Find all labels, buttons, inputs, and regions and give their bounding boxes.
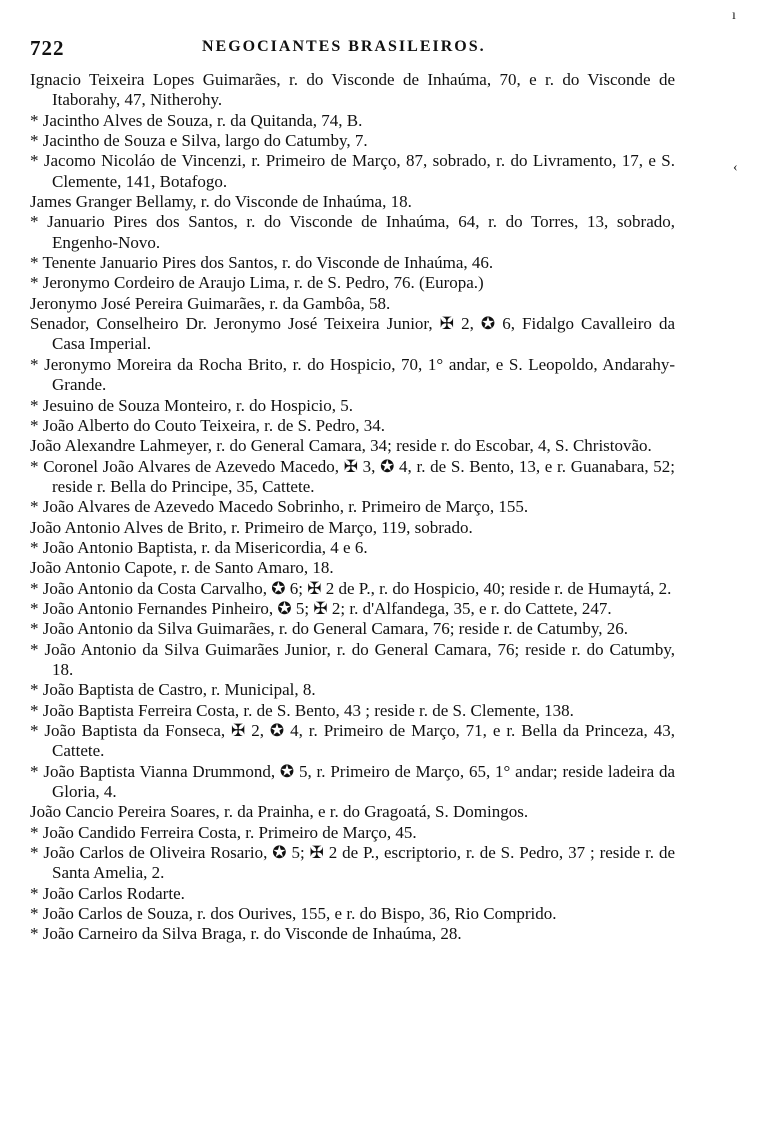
merchant-entry: Jeronymo José Pereira Guimarães, r. da Gambôa, 58. <box>30 293 391 313</box>
merchant-entry: * Coronel João Alvares de Azevedo Macedo, ✠ 3, ✪ 4, r. de S. Bento, 13, e r. Guanabara, 52; reside r. Bella do Principe, 35, Cattete. <box>30 456 675 496</box>
merchant-entry: João Alexandre Lahmeyer, r. do General Camara, 34; reside r. do Escobar, 4, S. Christovão. <box>30 436 652 456</box>
merchant-entry: * João Baptista da Fonseca, ✠ 2, ✪ 4, r. Primeiro de Março, 71, e r. Bella da Princeza, 43, Cattete. <box>30 721 675 761</box>
merchant-entry: * João Carlos Rodarte. <box>30 883 185 903</box>
merchant-entry: * Jeronymo Cordeiro de Araujo Lima, r. de S. Pedro, 76. (Europa.) <box>30 273 484 293</box>
merchant-entry: * Jacintho Alves de Souza, r. da Quitanda, 74, B. <box>30 110 363 130</box>
merchant-entry: João Cancio Pereira Soares, r. da Prainha, e r. do Gragoatá, S. Domingos. <box>30 802 529 822</box>
merchant-entry: * Tenente Januario Pires dos Santos, r. do Visconde de Inhaúma, 46. <box>30 253 494 273</box>
merchant-entry: * Jesuino de Souza Monteiro, r. do Hospicio, 5. <box>30 395 353 415</box>
merchant-entry: * João Carlos de Souza, r. dos Ourives, 155, e r. do Bispo, 36, Rio Comprido. <box>30 904 557 924</box>
page-number: 722 <box>30 36 65 60</box>
merchant-entry: * João Baptista Ferreira Costa, r. de S. Bento, 43 ; reside r. de S. Clemente, 138. <box>30 700 574 720</box>
merchant-entry: * João Candido Ferreira Costa, r. Primeiro de Março, 45. <box>30 822 417 842</box>
merchant-entry: * João Carlos de Oliveira Rosario, ✪ 5; ✠ 2 de P., escriptorio, r. de S. Pedro, 37 ; reside r. de Santa Amelia, 2. <box>30 843 675 883</box>
page-header <box>30 36 675 70</box>
merchant-entry: * João Antonio Fernandes Pinheiro, ✪ 5; ✠ 2; r. d'Alfandega, 35, e r. do Cattete, 247. <box>30 598 612 618</box>
merchant-entry: * João Alvares de Azevedo Macedo Sobrinho, r. Primeiro de Março, 155. <box>30 497 529 517</box>
directory-page <box>30 36 675 945</box>
merchant-entry: * João Antonio da Costa Carvalho, ✪ 6; ✠ 2 de P., r. do Hospicio, 40; reside r. de Humaytá, 2. <box>30 578 672 598</box>
merchant-entry: João Antonio Capote, r. de Santo Amaro, 18. <box>30 558 334 578</box>
merchant-entry: * Januario Pires dos Santos, r. do Visconde de Inhaúma, 64, r. do Torres, 13, sobrado, Engenho-Novo. <box>30 212 675 252</box>
print-speck: ‹ <box>733 160 738 175</box>
print-speck: ı <box>732 8 736 23</box>
merchant-entry: * Jacintho de Souza e Silva, largo do Catumby, 7. <box>30 131 368 151</box>
merchant-entry: * João Antonio Baptista, r. da Misericordia, 4 e 6. <box>30 537 368 557</box>
merchant-entry: * João Antonio da Silva Guimarães, r. do General Camara, 76; reside r. de Catumby, 26. <box>30 619 629 639</box>
merchant-entry: * João Alberto do Couto Teixeira, r. de S. Pedro, 34. <box>30 415 385 435</box>
merchant-entry: * Jeronymo Moreira da Rocha Brito, r. do Hospicio, 70, 1° andar, e S. Leopoldo, Andarahy-Grande. <box>30 354 675 395</box>
merchant-entries <box>30 70 675 945</box>
merchant-entry: João Antonio Alves de Brito, r. Primeiro de Março, 119, sobrado. <box>30 517 473 537</box>
merchant-entry: * João Baptista Vianna Drummond, ✪ 5, r. Primeiro de Março, 65, 1° andar; reside ladeira da Gloria, 4. <box>30 761 675 802</box>
running-title: NEGOCIANTES BRASILEIROS. <box>202 38 486 55</box>
merchant-entry: Ignacio Teixeira Lopes Guimarães, r. do Visconde de Inhaúma, 70, e r. do Visconde de Itaborahy, 47, Nitherohy. <box>30 70 675 110</box>
merchant-entry: * Jacomo Nicoláo de Vincenzi, r. Primeiro de Março, 87, sobrado, r. do Livramento, 17, e S. Clemente, 141, Botafogo. <box>30 151 675 191</box>
merchant-entry: * João Baptista de Castro, r. Municipal, 8. <box>30 680 316 700</box>
merchant-entry: * João Antonio da Silva Guimarães Junior, r. do General Camara, 76; reside r. do Catumby, 18. <box>30 639 675 679</box>
merchant-entry: * João Carneiro da Silva Braga, r. do Visconde de Inhaúma, 28. <box>30 924 462 944</box>
merchant-entry: Senador, Conselheiro Dr. Jeronymo José Teixeira Junior, ✠ 2, ✪ 6, Fidalgo Cavalleiro da Casa Imperial. <box>30 314 675 354</box>
merchant-entry: James Granger Bellamy, r. do Visconde de Inhaúma, 18. <box>30 192 412 212</box>
